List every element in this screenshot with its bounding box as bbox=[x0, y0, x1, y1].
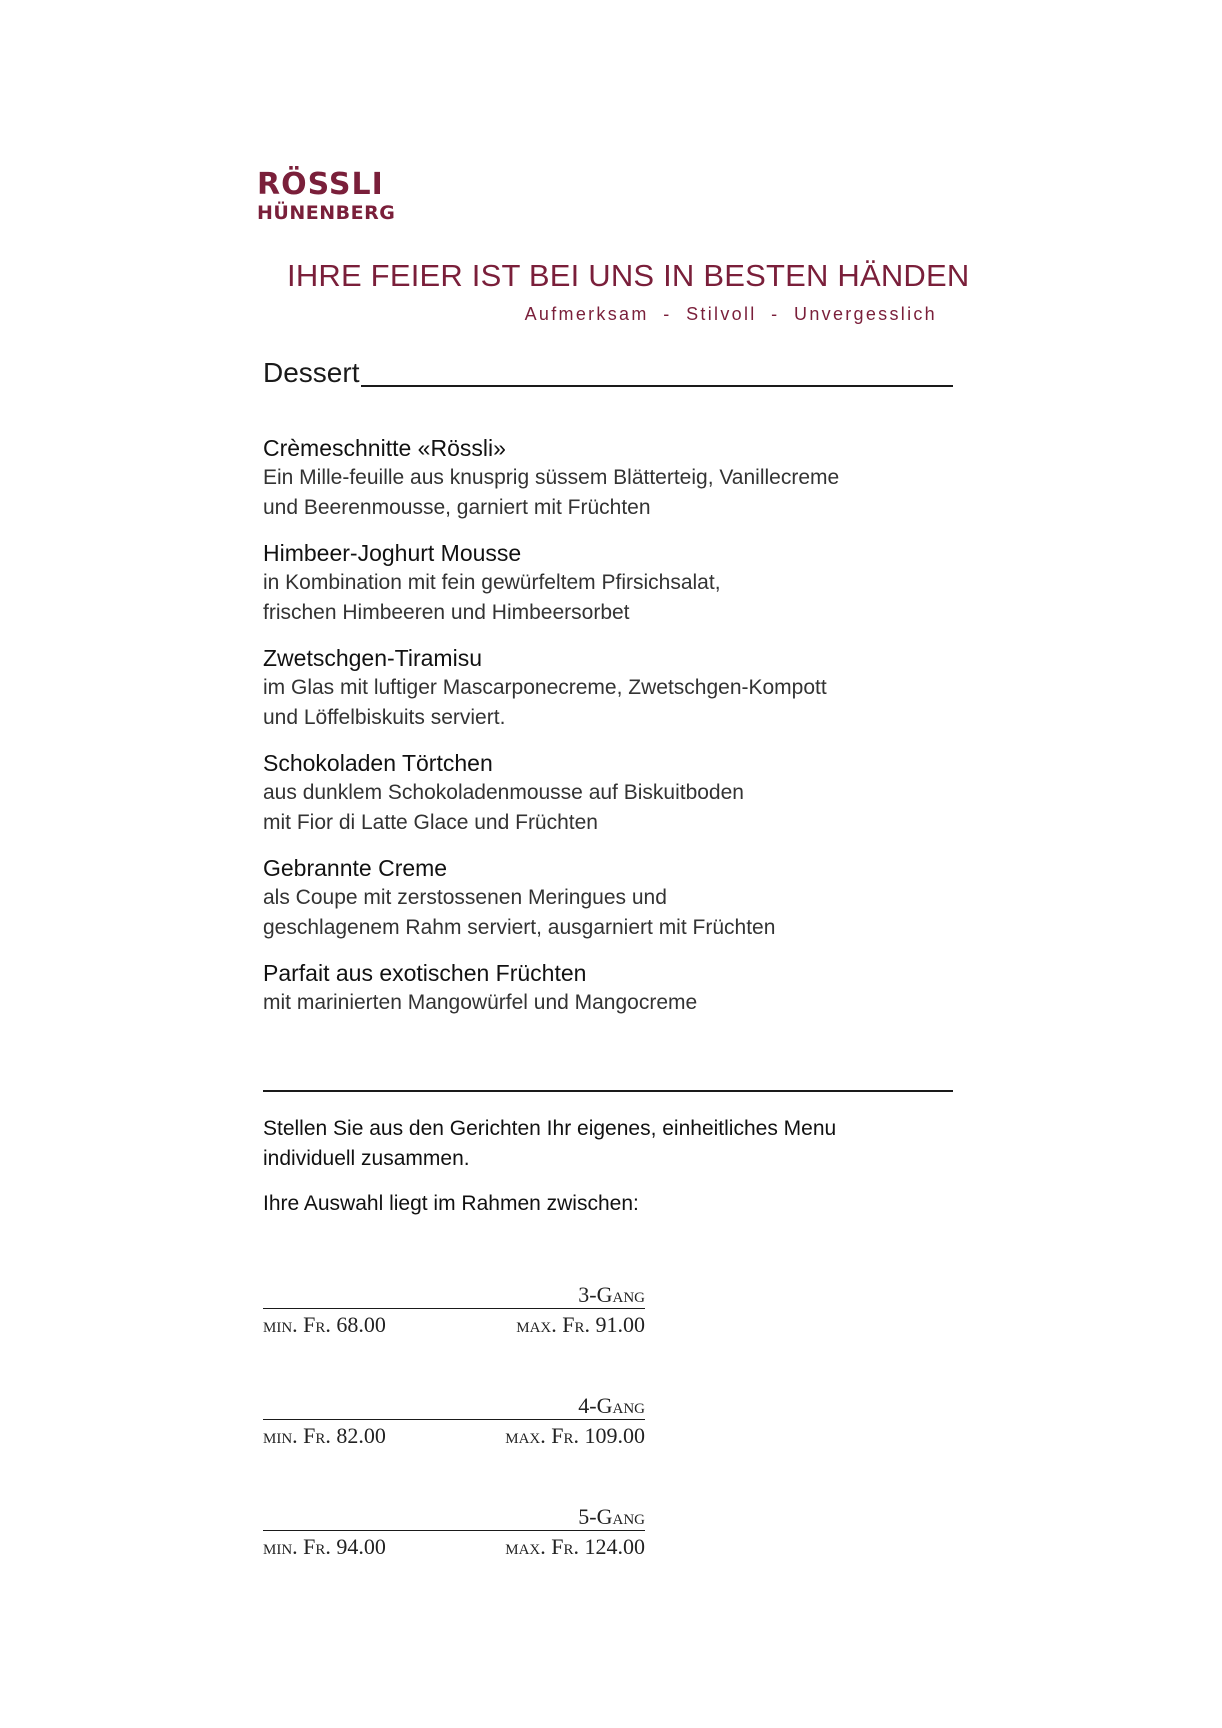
tagline-headline: IHRE FEIER IST BEI UNS IN BESTEN HÄNDEN bbox=[287, 258, 970, 293]
tagline bbox=[287, 258, 970, 325]
dish-item bbox=[263, 643, 963, 733]
dish-description-line: im Glas mit luftiger Mascarponecreme, Zwetschgen-Kompott bbox=[263, 676, 827, 699]
dish-description-line: in Kombination mit fein gewürfeltem Pfirsichsalat, bbox=[263, 571, 721, 594]
dish-name: Zwetschgen-Tiramisu bbox=[263, 645, 482, 671]
divider bbox=[263, 1090, 953, 1092]
logo bbox=[257, 167, 396, 224]
dish-name: Gebrannte Creme bbox=[263, 855, 448, 881]
price-max: max. Fr. 124.00 bbox=[505, 1534, 645, 1559]
dish-item bbox=[263, 958, 963, 1018]
price-min: min. Fr. 82.00 bbox=[263, 1423, 386, 1448]
price-block bbox=[263, 1504, 645, 1563]
logo-line-huenenberg: HÜNENBERG bbox=[257, 202, 396, 224]
dish-description-line: mit marinierten Mangowürfel und Mangocreme bbox=[263, 991, 698, 1014]
dish-item bbox=[263, 748, 963, 838]
dish-description-line: Ein Mille-feuille aus knusprig süssem Blätterteig, Vanillecreme bbox=[263, 466, 840, 489]
dish-description-line: aus dunklem Schokoladenmousse auf Biskuitboden bbox=[263, 781, 744, 804]
logo-line-roessli: RÖSSLI bbox=[257, 167, 384, 202]
dish-item bbox=[263, 853, 963, 943]
dish-item bbox=[263, 433, 963, 523]
section-heading bbox=[263, 357, 953, 389]
section-title-rule bbox=[361, 385, 953, 387]
dish-item bbox=[263, 538, 963, 628]
tagline-subline: Aufmerksam - Stilvoll - Unvergesslich bbox=[524, 304, 937, 324]
dish-list bbox=[263, 433, 963, 1033]
price-block bbox=[263, 1282, 645, 1341]
dish-description-line: als Coupe mit zerstossenen Meringues und bbox=[263, 886, 667, 909]
price-min: min. Fr. 68.00 bbox=[263, 1312, 386, 1337]
price-block bbox=[263, 1393, 645, 1452]
course-label: 3-Gang bbox=[263, 1282, 645, 1309]
dish-description-line: mit Fior di Latte Glace und Früchten bbox=[263, 811, 598, 834]
price-min: min. Fr. 94.00 bbox=[263, 1534, 386, 1559]
range-intro: Ihre Auswahl liegt im Rahmen zwischen: bbox=[263, 1192, 639, 1215]
course-label: 4-Gang bbox=[263, 1393, 645, 1420]
dish-name: Crèmeschnitte «Rössli» bbox=[263, 435, 506, 461]
compose-note: Stellen Sie aus den Gerichten Ihr eigenes, einheitliches Menu individuell zusammen. bbox=[263, 1117, 837, 1170]
price-range bbox=[263, 1420, 645, 1452]
course-label: 5-Gang bbox=[263, 1504, 645, 1531]
dish-description-line: frischen Himbeeren und Himbeersorbet bbox=[263, 601, 630, 624]
dish-description-line: und Beerenmousse, garniert mit Früchten bbox=[263, 496, 651, 519]
dish-description-line: geschlagenem Rahm serviert, ausgarniert mit Früchten bbox=[263, 916, 776, 939]
dish-description-line: und Löffelbiskuits serviert. bbox=[263, 706, 506, 729]
dish-name: Schokoladen Törtchen bbox=[263, 750, 493, 776]
price-range bbox=[263, 1309, 645, 1341]
price-max: max. Fr. 91.00 bbox=[516, 1312, 645, 1337]
section-title: Dessert bbox=[263, 357, 360, 388]
dish-name: Himbeer-Joghurt Mousse bbox=[263, 540, 522, 566]
dish-name: Parfait aus exotischen Früchten bbox=[263, 960, 587, 986]
price-range bbox=[263, 1531, 645, 1563]
price-max: max. Fr. 109.00 bbox=[505, 1423, 645, 1448]
